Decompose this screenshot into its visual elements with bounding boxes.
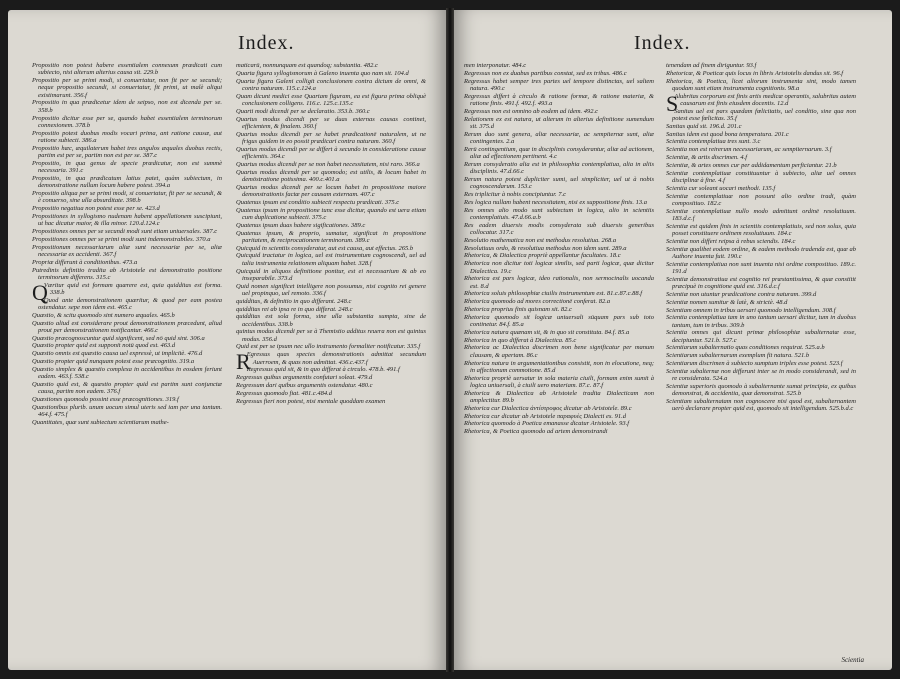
index-entry: [464, 428, 654, 435]
index-entry: [464, 260, 654, 275]
index-entry-text: quidditas rei ab ipsa re in quo differat. 248.c: [236, 305, 353, 313]
index-entry-text: Rerum consyderatio alia est in philosophia contemplatiua, alia in aliis disciplinis. 47.d.66.c: [464, 160, 654, 176]
index-entry: [666, 78, 856, 93]
index-entry-text: Scientiarum subalternarum exemplum fit natura. 521.b: [666, 352, 810, 360]
index-entry-text: Propositio per se primi modi, si conuertatur, non fit per se secundi; neque propositio secundi, si conuertatur, fit primi, ut malè aliqui existimarunt. 356.f: [32, 77, 222, 99]
index-entry-text: Rhetorica est pars logicæ, ideo rationalis, non sermocinalis uocanda est. 8.d: [464, 275, 654, 290]
index-entry-text: Rerū contingentium, quæ in disciplinis consyderantur, aliæ ad actionem, aliæ ad effectionem pertinent. 4.c: [464, 145, 654, 161]
index-entry-text: Rhetorica in quo differat à Dialectica. 85.c: [464, 336, 577, 344]
index-entry: [666, 368, 856, 383]
left-page-column-2: [236, 62, 426, 662]
index-entry-text: Egressus quas species demonstrationis admittat secundum Auerroem, & quas non admittat. 436.c.437.f: [246, 351, 426, 366]
index-entry: [32, 244, 222, 259]
index-entry-text: Propositio, in qua genus de specie prædicatur, non est summè necessaria. 391.c: [32, 159, 222, 175]
index-entry-text: Quartus modus dicendi per se habet prædicationē naturalem, ut ne frigus quidem in eo possit prædicari contra naturam. 360.f: [236, 130, 426, 145]
index-entry: [32, 267, 222, 282]
index-entry-text: Quæstio aliud est considerare prout demonstrationem præcedunt, aliud prout per demonstrationem notificantur. 466.c: [32, 319, 222, 334]
index-entry: [464, 275, 654, 290]
index-entry-text: Quæstionibus plurib. unum uocum simul uteris sed iam per una tantum. 464.f. 475.f: [32, 403, 222, 419]
index-entry: [666, 360, 856, 367]
index-entry-text: Rhetorica cur Dialectica ἀντίστροφος dicatur ab Aristotele. 89.c: [464, 404, 632, 412]
index-entry-text: Regressus fieri non potest, nisi mentale quoddam examen: [236, 397, 386, 405]
index-entry-text: Scientiæ, & artes omnes cur per addidamentum perficiantur. 21.b: [666, 161, 837, 169]
index-entry: [32, 320, 222, 335]
index-entry-text: Res logica nullam habent necessitatem, nisi ex suppositione finis. 13.a: [464, 198, 648, 206]
index-entry-text: Quæstio præcognoscuntur quid significent, sed nō quid sint. 306.a: [32, 334, 205, 342]
index-entry-text: Quæstio propter quid nunquam potest esse præcognitio. 319.a: [32, 358, 195, 366]
index-entry-text: Quæstio, & scitu quomodo sint numero æquales. 465.b: [32, 311, 175, 319]
index-entry-text: Sanitas uel est pars quædam fœlicitatis, uel conditio, sine qua non potest esse fœlicitas. 35.f: [672, 107, 856, 123]
drop-initial: Q: [32, 279, 48, 305]
index-entry-text: maticarū, nonnunquam est quandoq; substantia. 482.c: [236, 62, 378, 69]
index-entry-text: Rhetorica quomodo sit logicæ uniuersali sūquam pars sub toto continetur. 84.f. 85.a: [464, 313, 654, 329]
index-entry: [666, 185, 856, 192]
index-entry: [236, 70, 426, 77]
index-entry-text: Scientia omnes qui dicunt primæ philosophiæ subalternatæ esse, decipiuntur. 521.b. 527.c: [666, 329, 856, 344]
index-entry-text: Scientia non est reirerum necessariarum, ac sempiternarum. 3.f: [666, 146, 832, 154]
index-entry-text: Scientiæ qualibet eodem ordine, & eadem methodo tradenda est, quæ ab Authore inuenta fuit. 190.c: [666, 245, 856, 260]
index-entry: [464, 161, 654, 176]
index-entry: [32, 190, 222, 205]
index-entry: [666, 170, 856, 185]
index-entry-text: Quæstio omnis est quæstio causa uel expressè, ut implicitè. 476.d: [32, 350, 203, 358]
index-entry: [464, 375, 654, 390]
index-entry-text: Scientiæ contemplatiuæ nullo modo admittunt ordinē resolutiuum. 183.d.c.f: [666, 207, 856, 222]
catchword: Scientia: [841, 656, 864, 664]
index-entry: [666, 291, 856, 298]
index-entry: [236, 366, 426, 373]
index-entry-text: Propositio potest duobus modis vocari prima, ant ratione causæ, aut ratione subiecti. 386.a: [32, 129, 222, 144]
index-entry: [666, 383, 856, 398]
index-entry: [32, 160, 222, 175]
index-entry-text: Regressus non ex duabus partibus constat, sed ex tribus. 486.c: [464, 69, 627, 77]
index-entry-text: Quæstio simplex & quæstio complexa in accidentibus in eosdem feriunt eadem. 463.f. 538.c: [32, 365, 222, 381]
index-entry-text: Scientiam subalternatam non cognoscere nisi quod est, subalternantem uerò declarare propter quid est, quomodo sit intelligendum. 525.b.d.c: [666, 398, 856, 413]
index-entry: [666, 123, 856, 130]
index-entry-text: Scientiam omnem in tribus uersari quomodo intelligendum. 308.f: [666, 306, 836, 314]
index-entry-text: Quicquid tractatur in logica, uel est instrumentum cognoscendi, uel ad talia instrumenta relationem aliquam habet. 328.f: [236, 252, 426, 267]
index-entry-text: Scientiarum subalternatio quas conditiones requirat. 525.a.b: [666, 344, 825, 352]
index-entry: [236, 93, 426, 108]
index-entry-text: Scientiæ nomen sumitur & latè, & strictè. 48.d: [666, 298, 788, 306]
index-entry: [464, 306, 654, 313]
index-entry-text: Rhetorica soluis philosophiæ ciuilis instrumentum est. 81.c.87.c.88.f: [464, 290, 643, 298]
index-entry-text: Propositiones in syllogismo nudenam habent appellationem suscipiunt, ut hac dicatur maior, & illa minor. 120.d.124.c: [32, 212, 222, 228]
index-entry-text: Quæstio propter quid est supponit notū quod est. 463.d: [32, 342, 176, 350]
index-entry-text: Quartus modus dicendi per se non habet necessitatem, nisi raro. 366.a: [236, 160, 420, 168]
index-entry: [32, 205, 222, 212]
index-entry-text: Res eadem diuersis modis consyderata sub diuersis generibus collocatur. 317.c: [464, 221, 654, 237]
index-entry-text: Scientiæ non utuntur prædicatione contra naturam. 399.d: [666, 290, 817, 298]
index-entry: [236, 343, 426, 350]
index-entry: [464, 191, 654, 198]
index-entry-text: Rhetorica, & Dialectica propriè appellantur facultates. 18.c: [464, 252, 621, 260]
index-entry: [464, 176, 654, 191]
index-entry: [32, 419, 222, 426]
index-entry-text: Scientia contemplatiua tam in uno tantum uersari dicitur, tum in duobus tantum, tum in tribus. 309.b: [666, 314, 856, 329]
index-entry-text: Propriæ differunt à conditionibus. 473.a: [32, 258, 138, 266]
index-entry: [666, 208, 856, 223]
index-entry: [236, 382, 426, 389]
index-entry: [32, 228, 222, 235]
index-entry: [464, 93, 654, 108]
index-entry-text: Regressus differt à circulo & ratione formæ, & ratione materiæ, & ratione finis. 491.f. 492.f. 493.a: [464, 92, 654, 107]
index-entry-text: Væritur quid est formam quærere est, quia quidditas est forma. 338.b: [43, 281, 222, 296]
index-entry-text: Propositio, in qua prædicatum latius patet, quàm subiectum, in demonstratione nullum locum habere potest. 394.a: [32, 174, 222, 190]
index-entry: [666, 276, 856, 291]
index-entry-text: Rhetorica ac Dialectica discrimen non bene significatur per manum clausam, & apertam. 86.c: [464, 344, 654, 359]
index-entry-text: Quartus modus dicendi per se duas externas causas continet, efficientem, & finalem. 360.f: [236, 115, 426, 130]
drop-initial: R: [236, 349, 251, 375]
index-entry-text: quidditas est sola forma, sine ulla substantia sumpta, sine de accidentibus. 338.b: [236, 313, 426, 328]
index-entry: [666, 299, 856, 306]
index-entry-text: Rhetoricæ, & Poeticæ quis locus in libris Aristotelis dandus sit. 96.f: [666, 69, 844, 77]
index-entry: [666, 238, 856, 245]
index-entry: [32, 381, 222, 396]
index-entry-text: Quatenus ipsum duas habere sigificationes. 389.c: [236, 221, 366, 229]
index-entry-text: Propositio in qua prædicetur idem de seipso, non est dicenda per se. 358.b: [32, 99, 222, 114]
index-entry: [666, 108, 856, 123]
index-entry: [464, 62, 654, 69]
index-entry-text: tenendam ad finem diriguntur. 93.f: [666, 62, 757, 69]
index-entry: [666, 162, 856, 169]
index-entry: [666, 62, 856, 69]
left-page-column-1: [32, 62, 222, 662]
index-entry: [32, 175, 222, 190]
index-entry: [236, 78, 426, 93]
index-entry: [666, 246, 856, 261]
index-entry-text: Res triplicitur à nobis concipiuntur. 7.c: [464, 191, 567, 199]
index-entry: [32, 404, 222, 419]
index-entry-text: quintus modus dicendi per se à Themistio additus reuera non est quintus modus. 356.d: [236, 328, 426, 343]
index-entry: [464, 116, 654, 131]
index-entry: [464, 207, 654, 222]
index-entry-text: Quicquid in scientiis consyderatur, aut est causa, aut effectus. 265.b: [236, 244, 414, 252]
index-entry-text: Regressus non est omnino ab eodem ad idem. 492.c: [464, 107, 599, 115]
index-entry-text: Putredinis definitio tradita ab Aristotele est demonstratio positione terminorum differens. 315.c: [32, 266, 222, 281]
index-entry-text: Rhetorica natura quænam sit, & in quo sit constituta. 84.f. 85.a: [464, 328, 630, 336]
index-entry: [236, 146, 426, 161]
index-entry-text: Resolutio mathematica non est methodus resolutiua. 268.a: [464, 236, 617, 244]
index-entry: [464, 298, 654, 305]
index-entry: [464, 314, 654, 329]
index-entry-text: Rerum natura potest dupliciter sumi, uel simpliciter, uel ut à nobis cognoscendarum. 153.c: [464, 175, 654, 191]
index-entry-text: men interponatur. 484.c: [464, 62, 527, 69]
index-entry: [236, 313, 426, 328]
index-entry: [464, 344, 654, 359]
index-entry: [32, 297, 222, 312]
index-entry: [32, 130, 222, 145]
index-entry-text: Propositiones omnes per se secundi modi sunt etiam uniuersales. 387.c: [32, 228, 218, 236]
index-entry-text: Scientia contemplatiua tres sunt. 3.c: [666, 138, 761, 146]
index-entry-text: Quantitates, quæ sunt subiectum scientiarum mathe-: [32, 418, 169, 426]
index-entry-text: Scientiæ, & artis discrimen. 4.f: [666, 154, 748, 162]
index-entry: [464, 131, 654, 146]
index-entry: [666, 398, 856, 413]
index-entry: [666, 146, 856, 153]
index-entry-text: Quid nomen significet intelligere non possumus, nisi cognito rei genere uel propinquo, uel remoto. 336.f: [236, 282, 426, 297]
index-entry-text: Resolutiuus ordo, & resolutiua methodus non idem sunt. 289.a: [464, 244, 627, 252]
index-entry-text: Quod ante demonstrationem quæritur, & quod per eam postea ostendatur. sepe non idem est. 465.c: [38, 296, 222, 311]
index-entry: [666, 344, 856, 351]
index-entry: [666, 138, 856, 145]
index-entry-text: Rhetorica proprius finis quisnam sit. 82.c: [464, 306, 572, 313]
index-entry-text: Quarta figura syllogismorum à Galeno inuenta quo nam sit. 104.d: [236, 69, 409, 77]
index-entry-text: Propositio negatiua non potest esse per se. 423.d: [32, 205, 160, 213]
index-entry-text: Propositiones omnes per se primi modi sunt indemonstrabiles. 370.a: [32, 235, 211, 243]
book-gutter: [446, 8, 454, 672]
index-entry-text: Propositio non potest habere essentialem connexum prædicati cum subiecto, nisi alterum alterius causa sit. 229.b: [32, 62, 222, 77]
index-entry-text: Quid est per se ipsum nec ullo instrumento formaliter notificatur. 335.f: [236, 343, 421, 351]
index-entry-text: Regressus quid sit, & in quo differat à circulo. 478.b. 491.f: [246, 366, 400, 374]
index-entry: [32, 115, 222, 130]
index-entry: [666, 223, 856, 238]
index-entry-text: Propositio hæc, æquilaterum habet tres angulos æquales duobus rectis, partim est per se, partim non est per se. 387.c: [32, 144, 222, 160]
index-entry: [236, 116, 426, 131]
index-entry-text: Propositio dicitur esse per se, quando habet essentialem terminorum connexionem. 378.b: [32, 114, 222, 129]
index-entry: [236, 131, 426, 146]
index-entry-text: Quatenus ipsum est conditio subiecti respectu prædicati. 375.c: [236, 198, 400, 206]
index-entry: [32, 366, 222, 381]
index-entry-text: Scientiæ demonstratiua est cognitio rei præstantissima, & quæ constitit præcipuè in cognitione quid est. 316.d.c.f: [666, 275, 856, 291]
index-entry: [236, 108, 426, 115]
index-entry-text: Rhetorica quomodo ad mores correctionē conferat. 82.a: [464, 298, 611, 306]
index-entry: [666, 193, 856, 208]
left-running-head: Index.: [238, 32, 295, 54]
index-entry: [666, 352, 856, 359]
index-entry: [236, 252, 426, 267]
index-entry-text: Quarta figura Galeni colligit conclusionem contra dictum de omni, & contra naturam. 115.c.124.a: [236, 77, 426, 92]
index-entry: [32, 213, 222, 228]
index-entry: [236, 374, 426, 381]
index-entry: [32, 350, 222, 357]
index-entry: [32, 396, 222, 403]
index-entry-text: Quam dicunt medici esse Quartam figuram, ea est figura prima obliquè conclusionem colligens. 116.c. 125.c.135.c: [236, 92, 426, 107]
index-entry: [464, 108, 654, 115]
index-entry-text: Rhetorica propriè uersatur in sola materia ciuili, formam enim sumit à logica uniuersali, à ciuili uero materiam. 87.c. 87.f: [464, 374, 654, 389]
index-entry: [464, 199, 654, 206]
index-entry: [236, 184, 426, 199]
index-entry: [32, 358, 222, 365]
index-entry-text: Quartus modus dicendi per se differt à secundo in consideratione causæ efficientis. 364.c: [236, 145, 426, 161]
index-entry-text: Rhetorica natura in argumentationibus consistit, non in elocutione, neq; in affectionum commotione. 85.d: [464, 359, 654, 374]
index-entry: [464, 413, 654, 420]
index-entry: [464, 70, 654, 77]
index-entry: [666, 154, 856, 161]
index-entry-text: Sanitas idem est quod bona temperatura. 201.c: [666, 130, 789, 138]
index-entry-text: Propositionum necessariarum aliæ sunt necessariæ per se, aliæ necessariæ ex accidenti. 367.f: [32, 243, 222, 258]
index-entry: [666, 314, 856, 329]
index-entry-text: Rhetorica quomodo à Poetica emanasse dicatur Aristotele. 93.f: [464, 420, 630, 428]
right-page-column-1: [464, 62, 654, 662]
index-entry-text: Relationem ex est natura, ut alterum in alterius definitione sumendum sit. 375.d: [464, 115, 654, 130]
index-entry: [236, 328, 426, 343]
index-entry-text: Rhetorica non dicitur toti logicæ similis, sed parti logicæ, quæ dicitur Dialectica. 19.c: [464, 260, 654, 275]
index-entry-text: Rhetorica cur dicatur ab Aristotele παραφυὲς Dialecti es. 91.d: [464, 412, 627, 420]
index-entry: [32, 335, 222, 342]
index-entry: [32, 342, 222, 349]
index-entry: [32, 236, 222, 243]
index-entry: [236, 169, 426, 184]
index-entry: [666, 131, 856, 138]
index-entry-text: Scientiæ contemplatiua non sunt inuenta nisi ordine compositiuo. 189.c. 191.d: [666, 260, 856, 276]
index-entry: [666, 70, 856, 77]
index-entry-text: Regressus habet semper tres partes uel tempore distinctas, uel saltem natura. 490.c: [464, 77, 654, 92]
index-entry-text: quidditas, & definitio in quo differant. 248.c: [236, 297, 352, 305]
index-entry-text: Regressum dari quibus argumentis ostendatur. 480.c: [236, 381, 373, 389]
index-entry-text: Rhetorica, & Poetica, licet aliorum instrumenta sint, modo tamen quodam sunt etiam instrumenta cognitionis. 98.a: [666, 77, 856, 92]
index-entry: [236, 245, 426, 252]
index-entry: [236, 230, 426, 245]
index-entry: [464, 245, 654, 252]
index-entry: [464, 290, 654, 297]
index-entry: [666, 329, 856, 344]
index-entry-text: Res omnes alio modo sunt subiectum in logica, alio in scientiis contemplatiuis. 47.d.66.a.b: [464, 206, 654, 221]
drop-initial: S: [666, 90, 679, 116]
index-entry: [464, 405, 654, 412]
index-entry: [236, 390, 426, 397]
index-entry: [464, 420, 654, 427]
index-entry: [464, 390, 654, 405]
index-entry-text: Regressus quibus argumentis confutari soleat. 479.d: [236, 374, 373, 382]
index-entry: [236, 398, 426, 405]
index-entry: [236, 283, 426, 298]
index-entry-text: Alubritas corporum est finis artis medicæ operantis, salubritas autem causarum est finis eiusdem docentis. 12.d: [674, 92, 856, 107]
index-entry: [32, 312, 222, 319]
index-entry-text: Scientiæ non differt reipsa à rebus sciendis. 184.c: [666, 237, 796, 245]
index-entry-text: Scientiæ contemplatiuæ constituuntur à subiecto, aliæ uel omnes disciplinæ à fine. 4.f: [666, 169, 856, 184]
index-entry: [666, 307, 856, 314]
index-entry-text: Quæstio quid est, & quæstio propter quid est partim sunt conjunctæ causa, partim non eadem. 376.f: [32, 380, 222, 396]
index-entry: [236, 268, 426, 283]
index-entry-text: Propositio aliqua per se primi modi, si conuertatur, fit per se secundi, & è conuerso, sine ulla absurditate. 398.b: [32, 190, 222, 205]
index-entry: [236, 207, 426, 222]
index-entry-text: Rerum duo sunt genera, aliæ necessariæ, ac sempiternæ sunt, aliæ contingentes. 2.a: [464, 130, 654, 145]
index-entry: [236, 161, 426, 168]
index-entry: [666, 261, 856, 276]
index-entry: [464, 329, 654, 336]
index-entry: [236, 306, 426, 313]
index-entry-text: Scientia cur soleant uocari methodi. 135.f: [666, 184, 776, 192]
index-entry-text: Scientiæ subalternæ non differunt inter se in modo considerandi, sed in re considerata. 524.a: [666, 367, 856, 383]
index-entry-text: Quatenus ipsum in propositione tunc esse dicitur, quando est uera etiam cum duplicatione subiecti. 375.c: [236, 206, 426, 221]
right-running-head: Index.: [634, 32, 691, 54]
index-entry-text: Quartus modus dicendi per se quomodo; est utilis, & locum habet in demōstratione potissima. 400.c.401.a: [236, 168, 426, 183]
index-entry: [32, 77, 222, 99]
index-entry-text: Scientiæ contemplatiuæ non possunt alio ordine tradi, quàm compositiuo. 182.c: [666, 192, 856, 207]
index-entry-text: Quicquid in aliquos definitione ponitur, est ei necessarium & ab eo inseparabile. 373.d: [236, 267, 426, 282]
index-entry: [464, 146, 654, 161]
index-entry: [464, 222, 654, 237]
index-entry: [236, 199, 426, 206]
index-entry: [464, 337, 654, 344]
index-entry: [464, 237, 654, 244]
index-entry: [464, 360, 654, 375]
index-entry-text: Rhetorica, & Poetica quomodo ad artem demonstrandi: [464, 428, 608, 436]
index-entry: [236, 62, 426, 69]
index-entry-text: Scientiarum discrimen à subiecto sumptum triplex esse potest. 523.f: [666, 360, 843, 368]
index-entry-text: Rhetorica & Dialectica ab Aristotele tradita Dialecticam non amplectitur. 89.b: [464, 389, 654, 405]
index-entry: [236, 298, 426, 305]
index-entry-text: Regressus quomodo fiat. 481.c.484.d: [236, 389, 332, 397]
index-entry-text: Scientiæ est quidem finis in scientiis contemplatiuis, sed non solus, quia posset constituere ordinem resolutiuum. 184.c: [666, 222, 856, 238]
index-entry: [32, 259, 222, 266]
index-entry-text: Quatenus ipsum, & proprio, sumatur, significat in propositione paritatem, & reciprocationem terminorum. 389.c: [236, 229, 426, 244]
index-entry: [32, 99, 222, 114]
index-entry: [464, 78, 654, 93]
left-page: [8, 10, 446, 670]
right-page-column-2: [666, 62, 856, 662]
index-entry-text: Sanitas quid sit. 196.d. 201.c: [666, 122, 742, 130]
index-entry: [464, 252, 654, 259]
right-page: [454, 10, 892, 670]
index-entry-text: Quarti modi dicendi per se declaratio. 353.b. 360.c: [236, 107, 370, 115]
index-entry-text: Quæstiones quomodo possint esse præcognitiones. 319.f: [32, 396, 179, 404]
index-entry: [32, 145, 222, 160]
index-entry: [236, 222, 426, 229]
index-entry-text: Quartus modus dicendi per se locum habet in propositione maiore demonstrationis factæ per causam externam. 407.c: [236, 183, 426, 199]
index-entry: [32, 62, 222, 77]
index-entry-text: Scientiæ superioris quomodo à subalternante sumat principia, ex quibus demonstrat, & accidentia, quæ demonstrat. 525.b: [666, 382, 856, 398]
